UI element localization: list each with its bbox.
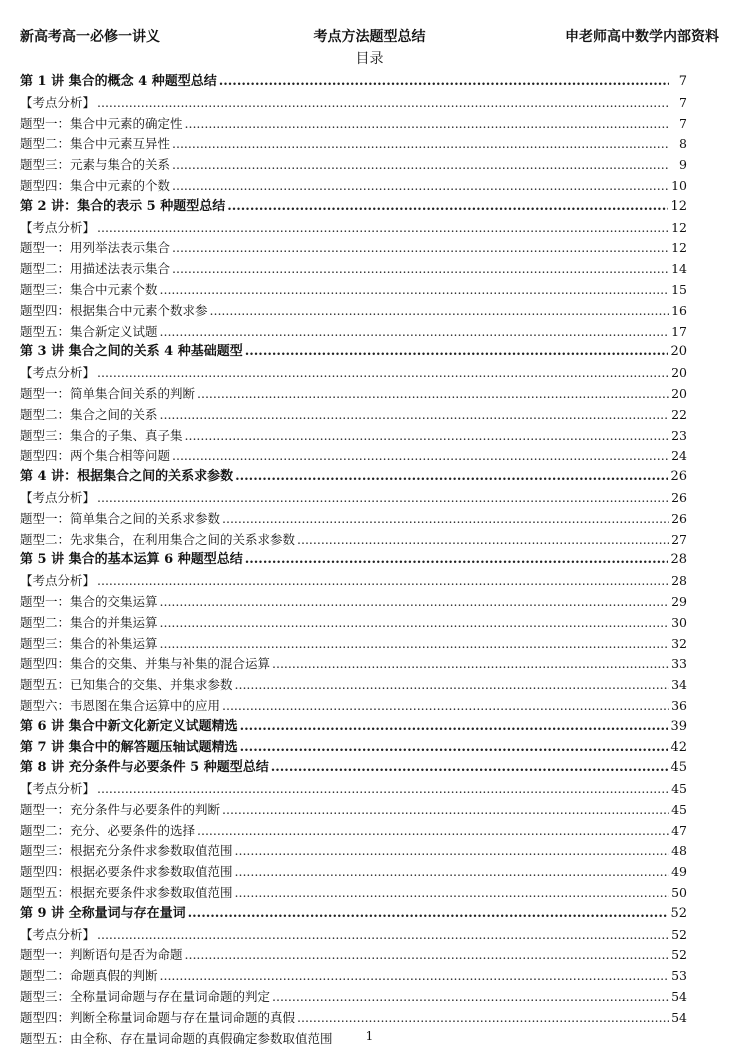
toc-leader-dots: [240, 738, 669, 759]
page-header: [20, 26, 719, 48]
toc-entry-page: 42: [670, 739, 687, 755]
toc-leader-dots: [222, 509, 669, 530]
toc-entry[interactable]: [20, 488, 687, 509]
toc-entry[interactable]: [20, 634, 687, 655]
toc-entry-page: 17: [671, 323, 687, 339]
toc-entry-page: 47: [671, 822, 687, 838]
toc-entry-page: 12: [671, 240, 687, 256]
toc-leader-dots: [160, 634, 669, 655]
toc-entry-label: 题型二：先求集合，在利用集合之间的关系求参数: [20, 531, 296, 547]
toc-entry-page: 33: [671, 656, 687, 672]
toc-entry-label: 题型五：已知集合的交集、并集求参数: [20, 677, 233, 693]
toc-leader-dots: [160, 405, 669, 426]
toc-entry-page: 12: [671, 219, 687, 235]
toc-entry-label: 题型一：简单集合间关系的判断: [20, 385, 196, 401]
toc-entry[interactable]: [20, 176, 687, 197]
toc-entry[interactable]: [20, 654, 687, 675]
toc-entry-label: 题型二：集合的并集运算: [20, 614, 158, 630]
toc-entry-page: 27: [671, 531, 687, 547]
toc-leader-dots: [271, 758, 669, 779]
toc-leader-dots: [172, 446, 669, 467]
toc-leader-dots: [235, 862, 669, 883]
toc-chapter-entry[interactable]: [20, 197, 687, 218]
toc-entry-page: 50: [671, 885, 687, 901]
toc-leader-dots: [197, 384, 669, 405]
toc-entry-page: 16: [671, 302, 687, 318]
toc-entry-label: 第 2 讲：集合的表示 5 种题型总结: [20, 198, 226, 214]
toc-leader-dots: [272, 987, 669, 1008]
toc-entry-page: 54: [671, 989, 687, 1005]
toc-leader-dots: [222, 800, 669, 821]
toc-entry-page: 15: [671, 281, 687, 297]
toc-entry[interactable]: [20, 322, 687, 343]
toc-entry-label: 题型三：集合的补集运算: [20, 635, 158, 651]
toc-leader-dots: [97, 93, 669, 114]
toc-entry[interactable]: [20, 93, 687, 114]
toc-entry[interactable]: [20, 841, 687, 862]
toc-entry-page: 45: [670, 760, 687, 776]
toc-title: 目录: [355, 51, 384, 67]
toc-entry-label: 题型三：根据充分条件求参数取值范围: [20, 843, 233, 859]
toc-entry-page: 22: [671, 406, 687, 422]
toc-entry-page: 7: [679, 115, 687, 131]
toc-leader-dots: [172, 259, 669, 280]
toc-entry-label: 题型五：由全称、存在量词命题的真假确定参数取值范围: [20, 1030, 333, 1046]
toc-entry[interactable]: [20, 779, 687, 800]
toc-entry-label: 题型三：全称量词命题与存在量词命题的判定: [20, 989, 271, 1005]
toc-entry-label: 【考点分析】: [20, 365, 96, 381]
toc-entry-page: 28: [671, 573, 687, 589]
toc-entry-label: 【考点分析】: [20, 489, 96, 505]
toc-leader-dots: [197, 821, 669, 842]
toc-entry-page: 28: [670, 552, 687, 568]
toc-entry-page: 34: [671, 677, 687, 693]
toc-leader-dots: [210, 301, 669, 322]
toc-entry[interactable]: [20, 426, 687, 447]
toc-leader-dots: [160, 613, 669, 634]
toc-leader-dots: [222, 696, 669, 717]
toc-leader-dots: [235, 675, 669, 696]
toc-entry-label: 题型四：判断全称量词命题与存在量词命题的真假: [20, 1009, 296, 1025]
toc-entry-page: 52: [671, 926, 687, 942]
toc-leader-dots: [219, 72, 669, 93]
toc-entry[interactable]: [20, 1008, 687, 1029]
toc-entry[interactable]: [20, 509, 687, 530]
toc-entry-label: 第 9 讲 全称量词与存在量词: [20, 905, 186, 921]
toc-entry-label: 【考点分析】: [20, 926, 96, 942]
toc-entry[interactable]: [20, 945, 687, 966]
toc-leader-dots: [97, 218, 669, 239]
toc-chapter-entry[interactable]: [20, 550, 687, 571]
toc-entry-label: 第 6 讲 集合中新文化新定义试题精选: [20, 718, 238, 734]
toc-leader-dots: [188, 904, 669, 925]
toc-entry[interactable]: [20, 987, 687, 1008]
toc-entry-label: 题型一：简单集合之间的关系求参数: [20, 510, 221, 526]
toc-chapter-entry[interactable]: [20, 467, 687, 488]
toc-leader-dots: [172, 155, 669, 176]
toc-chapter-entry[interactable]: [20, 717, 687, 738]
toc-entry-page: 12: [670, 198, 687, 214]
toc-entry-label: 第 1 讲 集合的概念 4 种题型总结: [20, 74, 217, 89]
toc-leader-dots: [235, 841, 669, 862]
toc-entry-page: 7: [679, 94, 687, 110]
toc-entry[interactable]: [20, 446, 687, 467]
toc-entry[interactable]: [20, 592, 687, 613]
toc-entry-label: 题型二：集合中元素互异性: [20, 136, 171, 152]
header-center: 考点方法题型总结: [313, 29, 426, 45]
toc-entry-label: 【考点分析】: [20, 94, 96, 110]
toc-leader-dots: [160, 280, 669, 301]
toc-entry-page: 10: [671, 177, 687, 193]
toc-entry[interactable]: [20, 280, 687, 301]
toc-entry-label: 题型五：集合新定义试题: [20, 323, 158, 339]
toc-entry[interactable]: [20, 405, 687, 426]
toc-entry[interactable]: [20, 384, 687, 405]
toc-chapter-entry[interactable]: [20, 72, 687, 93]
toc-entry-label: 【考点分析】: [20, 219, 96, 235]
header-left: 新高考高一必修一讲义: [20, 29, 160, 45]
toc-entry[interactable]: [20, 363, 687, 384]
toc-leader-dots: [185, 945, 669, 966]
toc-entry-page: 9: [679, 157, 687, 173]
page-number: 1: [365, 1029, 374, 1043]
toc-entry[interactable]: [20, 530, 687, 551]
toc-entry-label: 题型二：用描述法表示集合: [20, 261, 171, 277]
toc-leader-dots: [185, 114, 669, 135]
toc-leader-dots: [172, 134, 669, 155]
toc-entry-page: 45: [671, 801, 687, 817]
toc-entry-page: 26: [671, 510, 687, 526]
toc-entry[interactable]: [20, 862, 687, 883]
toc-entry-page: 20: [671, 365, 687, 381]
toc-entry[interactable]: [20, 571, 687, 592]
toc-entry-page: 7: [678, 74, 687, 89]
toc-entry-page: 52: [671, 947, 687, 963]
toc-leader-dots: [297, 1008, 669, 1029]
toc-chapter-entry[interactable]: [20, 758, 687, 779]
toc-entry-label: 题型三：集合中元素个数: [20, 281, 158, 297]
toc-entry-page: 53: [671, 968, 687, 984]
toc-entry-page: 8: [679, 136, 687, 152]
toc-entry-page: 48: [671, 843, 687, 859]
toc-entry-label: 题型二：充分、必要条件的选择: [20, 822, 196, 838]
toc-chapter-entry[interactable]: [20, 904, 687, 925]
toc-leader-dots: [245, 550, 669, 571]
toc-entry[interactable]: [20, 259, 687, 280]
toc-entry-label: 题型一：用列举法表示集合: [20, 240, 171, 256]
toc-entry-label: 题型一：判断语句是否为命题: [20, 947, 183, 963]
toc-entry-page: 29: [671, 593, 687, 609]
toc-entry-page: 49: [671, 864, 687, 880]
toc-entry-label: 第 7 讲 集合中的解答题压轴试题精选: [20, 739, 238, 755]
toc-entry[interactable]: [20, 821, 687, 842]
toc-entry[interactable]: [20, 675, 687, 696]
toc-entry[interactable]: [20, 925, 687, 946]
toc-entry-page: 30: [671, 614, 687, 630]
toc-entry-label: 题型二：集合之间的关系: [20, 406, 158, 422]
toc-leader-dots: [240, 717, 669, 738]
toc-entry-label: 题型四：集合中元素的个数: [20, 177, 171, 193]
toc-entry[interactable]: [20, 301, 687, 322]
toc-chapter-entry[interactable]: [20, 738, 687, 759]
toc-leader-dots: [160, 322, 669, 343]
toc-entry-page: 14: [671, 261, 687, 277]
toc-leader-dots: [97, 488, 669, 509]
toc-entry-label: 第 5 讲 集合的基本运算 6 种题型总结: [20, 552, 243, 568]
toc-entry-label: 第 4 讲：根据集合之间的关系求参数: [20, 469, 234, 485]
toc-entry-label: 题型三：元素与集合的关系: [20, 157, 171, 173]
toc-entry-page: 45: [671, 781, 687, 797]
toc-entry[interactable]: [20, 238, 687, 259]
toc-entry[interactable]: [20, 114, 687, 135]
toc-entry-label: 题型一：集合中元素的确定性: [20, 115, 183, 131]
toc-entry-label: 题型二：命题真假的判断: [20, 968, 158, 984]
toc-entry-label: 第 8 讲 充分条件与必要条件 5 种题型总结: [20, 760, 269, 776]
toc-entry-page: 26: [671, 489, 687, 505]
toc-leader-dots: [160, 966, 669, 987]
toc-entry-page: 52: [670, 905, 687, 921]
toc-leader-dots: [97, 571, 669, 592]
toc-entry-page: 20: [670, 344, 687, 360]
toc-leader-dots: [97, 363, 669, 384]
toc-entry-label: 题型四：根据集合中元素个数求参: [20, 302, 208, 318]
toc-entry[interactable]: [20, 134, 687, 155]
toc-entry-label: 第 3 讲 集合之间的关系 4 种基础题型: [20, 344, 243, 360]
toc-entry-label: 题型六：韦恩图在集合运算中的应用: [20, 697, 221, 713]
toc-leader-dots: [272, 654, 669, 675]
toc-entry[interactable]: [20, 696, 687, 717]
toc-entry[interactable]: [20, 883, 687, 904]
toc-entry-page: 54: [671, 1009, 687, 1025]
toc-entry[interactable]: [20, 155, 687, 176]
toc-leader-dots: [235, 883, 669, 904]
toc-leader-dots: [160, 592, 669, 613]
toc-entry-label: 题型三：集合的子集、真子集: [20, 427, 183, 443]
toc-leader-dots: [97, 779, 669, 800]
toc-entry-page: 20: [671, 385, 687, 401]
header-right: 申老师高中数学内部资料: [565, 29, 719, 45]
table-of-contents: [20, 72, 687, 1049]
toc-leader-dots: [172, 238, 669, 259]
toc-leader-dots: [185, 426, 669, 447]
toc-entry-label: 题型一：充分条件与必要条件的判断: [20, 801, 221, 817]
toc-entry[interactable]: [20, 966, 687, 987]
toc-entry[interactable]: [20, 218, 687, 239]
toc-leader-dots: [297, 530, 669, 551]
toc-entry-page: 36: [671, 697, 687, 713]
toc-entry-label: 题型五：根据充要条件求参数取值范围: [20, 885, 233, 901]
toc-entry-label: 【考点分析】: [20, 781, 96, 797]
toc-entry-label: 【考点分析】: [20, 573, 96, 589]
toc-entry[interactable]: [20, 613, 687, 634]
toc-entry-label: 题型一：集合的交集运算: [20, 593, 158, 609]
toc-entry-label: 题型四：两个集合相等问题: [20, 448, 171, 464]
toc-leader-dots: [172, 176, 669, 197]
toc-leader-dots: [235, 467, 668, 488]
toc-entry-page: 23: [671, 427, 687, 443]
toc-entry-page: 32: [671, 635, 687, 651]
toc-leader-dots: [97, 925, 669, 946]
toc-entry-page: 24: [671, 448, 687, 464]
toc-entry[interactable]: [20, 800, 687, 821]
toc-leader-dots: [245, 342, 669, 363]
toc-entry-page: 26: [670, 469, 687, 485]
toc-entry-label: 题型四：根据必要条件求参数取值范围: [20, 864, 233, 880]
toc-entry-page: 39: [670, 718, 687, 734]
toc-chapter-entry[interactable]: [20, 342, 687, 363]
toc-leader-dots: [227, 197, 668, 218]
toc-entry-label: 题型四：集合的交集、并集与补集的混合运算: [20, 656, 271, 672]
